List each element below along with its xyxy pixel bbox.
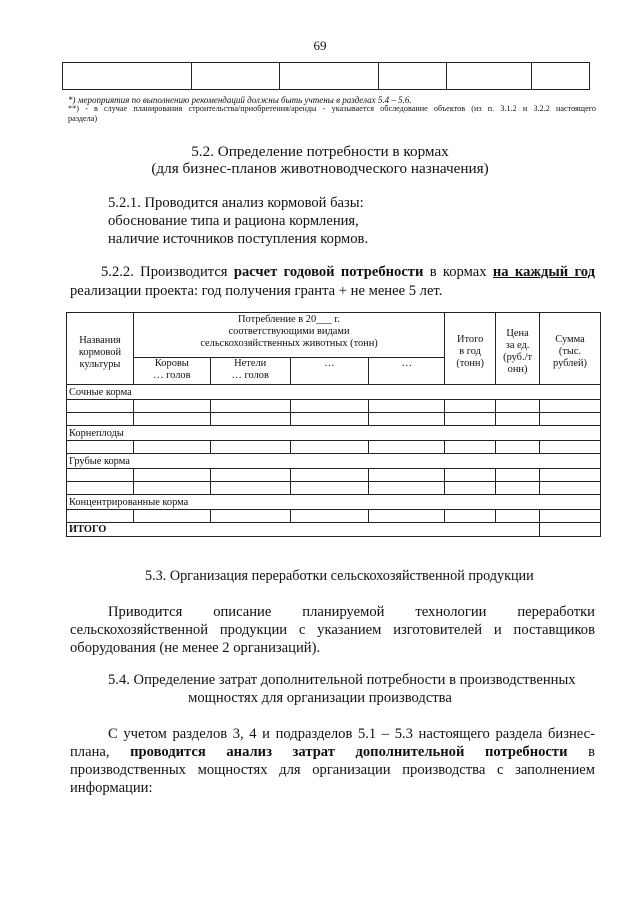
p54-text: плана, (70, 744, 131, 760)
feed-requirements-table (66, 312, 601, 537)
header-text: (руб./т (503, 351, 532, 363)
section-label: Грубые корма (67, 454, 601, 469)
p522-line-1 (70, 264, 595, 281)
p54-text: в (567, 744, 596, 760)
subheader-cows (133, 358, 210, 385)
p521-line-1: 5.2.1. Проводится анализ кормовой базы: (108, 195, 364, 211)
p53-line-2: сельскохозяйственной продукции с указанием изготовителей и поставщиков (70, 622, 595, 638)
table-row (67, 469, 601, 482)
header-text: Итого (456, 333, 484, 345)
p53-line-1 (70, 603, 595, 622)
p54-bold: проводится анализ затрат дополнительной потребности (130, 744, 568, 760)
p522-bold-underline: на каждый год (492, 264, 595, 280)
p54-text: С учетом разделов 3, 4 и подразделов 5.1 – 5.3 настоящего раздела бизнес- (108, 726, 595, 742)
p522-text-2: в кормах (423, 264, 493, 280)
header-text: рублей) (553, 357, 587, 369)
table-cell (531, 63, 589, 90)
header-text: … голов (153, 370, 191, 381)
table-row (63, 63, 590, 90)
table-total-row (67, 523, 601, 537)
section-5-4-title-line-1: 5.4. Определение затрат дополнительной потребности в производственных (108, 672, 576, 688)
header-consumption (133, 313, 444, 358)
p521-line-2: обоснование типа и рациона кормления, (108, 213, 359, 229)
table-section-row (67, 426, 601, 441)
p54-line-4: информации: (70, 780, 153, 796)
p53-text: Приводится описание планируемой технологии переработки (108, 604, 595, 620)
header-text: кормовой (78, 346, 122, 358)
header-text: Цена (506, 327, 529, 339)
header-total (445, 313, 496, 385)
header-text: … голов (231, 370, 269, 381)
table-cell (63, 63, 192, 90)
section-5-4-title-line-2: мощностях для организации производства (188, 690, 452, 706)
table-section-row (67, 385, 601, 400)
header-text: Потребление в 20___ г. (238, 314, 341, 325)
footnote-2-line-1: **) - в случае планирования строительства/приобретения/аренды - указывается обследование объектов (из п. 3.1.2 и 3.2.2 настоящего (68, 104, 596, 113)
header-text: соответствующими видами (228, 326, 350, 337)
section-label: Концентрированные корма (67, 495, 601, 510)
header-text: культуры (79, 358, 121, 370)
p521-line-3: наличие источников поступления кормов. (108, 231, 369, 247)
section-5-2-title: 5.2. Определение потребности в кормах (191, 143, 449, 160)
subheader-heifers (210, 358, 290, 385)
footnote-2-line-2: раздела) (68, 113, 98, 123)
section-5-3-title: 5.3. Организация переработки сельскохозяйственной продукции (145, 568, 534, 584)
table-cell (280, 63, 379, 90)
header-text: (тонн) (456, 357, 484, 369)
p54-line-1 (70, 725, 595, 743)
table-cell (446, 63, 531, 90)
p54-line-2 (70, 743, 595, 761)
table-row (67, 400, 601, 413)
table-row (67, 510, 601, 523)
header-text: (тыс. (558, 345, 582, 357)
section-5-2-subtitle: (для бизнес-планов животноводческого назначения) (151, 160, 489, 177)
header-sum (540, 313, 601, 385)
header-text: Коровы (154, 358, 189, 369)
header-text: сельскохозяйственных животных (тонн) (200, 338, 378, 349)
total-label: ИТОГО (67, 523, 540, 537)
header-text: Названия (79, 334, 121, 346)
table-header-row (67, 313, 601, 358)
p522-line-2: реализации проекта: год получения гранта + не менее 5 лет. (70, 283, 443, 299)
table-cell (378, 63, 446, 90)
header-text: Сумма (555, 333, 585, 345)
table-row (67, 413, 601, 426)
continuation-table (62, 62, 590, 90)
subheader-other-1: … (290, 358, 369, 385)
table-cell (192, 63, 280, 90)
p54-line-3: производственных мощностях для организации производства с заполнением (70, 762, 595, 778)
footnote-2 (68, 104, 596, 123)
header-text: в год (459, 345, 481, 357)
page-number: 69 (313, 38, 327, 53)
p522-bold: расчет годовой потребности (233, 264, 424, 280)
p522-text: 5.2.2. Производится (101, 264, 234, 280)
subheader-other-2: … (369, 358, 445, 385)
header-text: за ед. (505, 339, 530, 351)
table-row (67, 441, 601, 454)
table-section-row (67, 495, 601, 510)
header-text: онн) (507, 363, 528, 375)
header-text: Нетели (234, 358, 267, 369)
table-row (67, 482, 601, 495)
header-culture (67, 313, 134, 385)
p53-line-3: оборудования (не менее 2 организаций). (70, 640, 321, 656)
table-section-row (67, 454, 601, 469)
section-label: Сочные корма (67, 385, 601, 400)
footnote-1: *) мероприятия по выполнению рекомендаций должны быть учтены в разделах 5.4 – 5.6. (68, 95, 412, 105)
header-price (496, 313, 540, 385)
section-label: Корнеплоды (67, 426, 601, 441)
